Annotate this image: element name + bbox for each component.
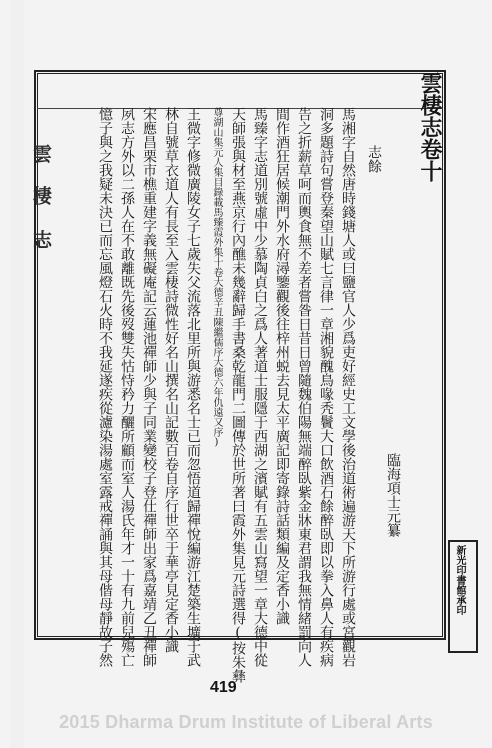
text-column-12: 憶子與之我疑未決已而忘風燈石火時不我延遂疾從濾染湯處室露戒禪誦與其母偕母靜故子然: [97, 107, 113, 667]
text-column-11: 夙志方外以二孫人在不敢離既先後歿雙失怙恃矜力釃所顧而室人湯氏年才一十有九前兒殤亡: [119, 107, 135, 667]
text-column-7: 尊湖山集元人集目錄載馬臻霞外集十卷大德辛丑陳繼儒序大德六年仇遠又序): [211, 107, 222, 448]
left-mark-1: 雲: [30, 144, 52, 163]
printer-label: 新光印書館承印: [454, 545, 465, 615]
chapter-title: 雲棲志卷十: [417, 72, 443, 182]
text-column-3: 告之折薪草呵而輿食無不差者嘗昝日昔日曾隨魏伯陽無端醉臥紫金牀東君謂我無情緒罰向人: [296, 107, 312, 667]
left-mark-3: 志: [30, 230, 52, 249]
text-column-4: 間作酒狂居候潮門外水府潯鑒觀後往梓州蜕去見太平廣記即寄錄詩話類編及定香小識: [274, 107, 290, 625]
author-line: 臨海項士元纂: [385, 453, 401, 537]
text-column-10: 宋應昌栗市樵重建字義無礙庵記云蓮池禪師少與子同業變校子登仕禪師出家爲嘉靖乙丑禪師: [141, 107, 157, 667]
text-column-1: 馬湘字自然唐時錢塘人或曰鹽官人少爲吏好經史工文學後治道術遍游天下所游行處或宮觀岩: [340, 107, 356, 667]
watermark: 2015 Dharma Drum Institute of Liberal Arts: [59, 712, 433, 732]
left-mark-2: 棲: [30, 186, 52, 205]
text-column-9: 林自號草衣道人有長至入雲棲詩微性好名山撰名山記數百卷自序行世卒于華亭見定香小識: [163, 107, 179, 653]
page-number: 419: [210, 679, 237, 696]
text-column-6: 天師張與材至燕京行內醮未幾辭歸手書桑乾龍門二圖傳於世所著曰霞外集見元詩選得(按朱彝: [230, 107, 246, 683]
binding-gap: [10, 0, 24, 748]
text-column-8: 王微字修微廣陵女子七歲失父流落北里所與游悉名士已而忽悟道歸禪悅編游江楚築生壙于武: [185, 107, 201, 667]
text-column-2: 洞多題詩句嘗登秦望山賦七言律一章湘貌醜鳥喙秃鬢大口飲酒石餘醉臥即以拳入鼻人有疾病: [318, 107, 334, 667]
text-column-5: 馬臻字志道別號虛中少慕陶貞白之爲人著道士服隱于西湖之濱賦有五雲山寫望一章大德中從: [252, 107, 268, 667]
section-label: 志餘: [366, 145, 382, 173]
